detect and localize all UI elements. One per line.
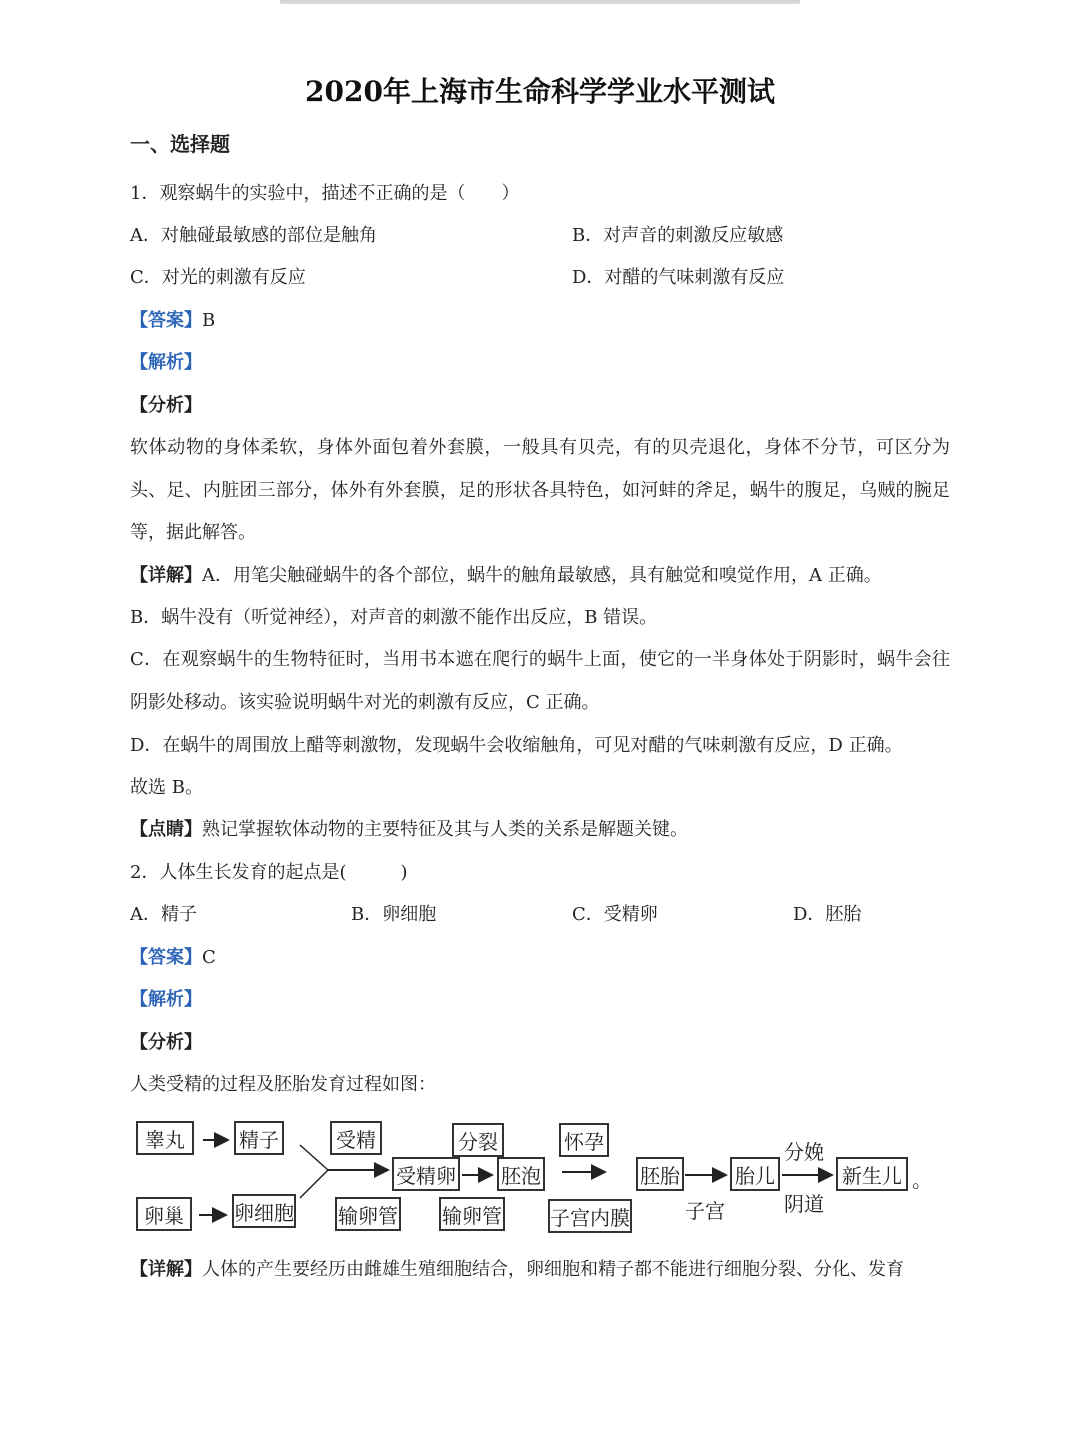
q2-fenxi-tag: 【分析】: [130, 1032, 202, 1053]
q1-option-b: B．对声音的刺激反应敏感: [572, 225, 784, 246]
q2-xiangjie: [130, 1258, 904, 1282]
label-uterus: 子宫: [685, 1199, 725, 1223]
q1-xiangjie-d: D．在蜗牛的周围放上醋等刺激物，发现蜗牛会收缩触角，可见对醋的气味刺激有反应，D 正确。: [130, 735, 903, 756]
page-title: 2020年上海市生命科学学业水平测试: [305, 75, 775, 108]
q2-diagram-intro: 人类受精的过程及胚胎发育过程如图：: [130, 1074, 436, 1095]
q1-fenxi-text: 软体动物的身体柔软，身体外面包着外套膜，一般具有贝壳，有的贝壳退化，身体不分节，可区分为头、足、内脏团三部分，体外有外套膜，足的形状各具特色，如河蚌的斧足，蜗牛的腹足，乌贼的腕足等，据此解答。: [130, 437, 950, 543]
q2-option-a: A．精子: [130, 904, 197, 925]
answer-tag: 【答案】: [130, 310, 202, 331]
box-pregnancy: 怀孕: [559, 1123, 609, 1157]
box-embryo: 胚胎: [636, 1157, 684, 1191]
box-egg: 卵细胞: [232, 1194, 296, 1228]
q1-conclusion: 故选 B。: [130, 777, 203, 798]
q1-option-d: D．对醋的气味刺激有反应: [572, 267, 785, 288]
q1-xiangjie-b: B．蜗牛没有（听觉神经），对声音的刺激不能作出反应，B 错误。: [130, 607, 658, 628]
q1-option-c: C．对光的刺激有反应: [130, 267, 306, 288]
box-division: 分裂: [452, 1123, 504, 1157]
box-blastocyst: 胚泡: [497, 1157, 545, 1191]
xiangjie-tag: 【详解】: [130, 1259, 202, 1280]
box-sperm: 精子: [234, 1121, 284, 1155]
box-oviduct-2: 输卵管: [439, 1197, 505, 1231]
box-oviduct-1: 输卵管: [335, 1197, 401, 1231]
merge-line-egg: [300, 1170, 328, 1198]
q2-option-d: D．胚胎: [793, 904, 862, 925]
q1-fenxi-tag: 【分析】: [130, 395, 202, 416]
box-fetus: 胎儿: [730, 1157, 780, 1191]
q2-jiexi-tag: 【解析】: [130, 989, 202, 1010]
q1-option-a: A．对触碰最敏感的部位是触角: [130, 225, 377, 246]
box-ovary: 卵巢: [136, 1197, 192, 1231]
label-birth: 分娩: [784, 1140, 824, 1164]
answer-value: C: [202, 947, 216, 968]
answer-tag: 【答案】: [130, 947, 202, 968]
box-newborn: 新生儿: [836, 1157, 908, 1191]
xiangjie-tag: 【详解】: [130, 565, 202, 586]
merge-line-sperm: [300, 1145, 328, 1170]
q2-stem: 2．人体生长发育的起点是( ): [130, 862, 408, 883]
xiangjie-text: 人体的产生要经历由雌雄生殖细胞结合，卵细胞和精子都不能进行细胞分裂、分化、发育: [202, 1259, 904, 1280]
dianjing-text: 熟记掌握软体动物的主要特征及其与人类的关系是解题关键。: [202, 819, 688, 840]
box-zygote: 受精卵: [392, 1157, 460, 1191]
diagram-period: 。: [912, 1168, 932, 1192]
q2-option-c: C．受精卵: [572, 904, 658, 925]
q1-xiangjie-c: C．在观察蜗牛的生物特征时，当用书本遮在爬行的蜗牛上面，使它的一半身体处于阴影时，蜗牛会往阴影处移动。该实验说明蜗牛对光的刺激有反应，C 正确。: [130, 649, 950, 713]
box-testis: 睾丸: [136, 1121, 194, 1155]
box-endometrium: 子宫内膜: [548, 1199, 632, 1233]
box-fertilization: 受精: [330, 1121, 382, 1155]
section-heading: 一、选择题: [130, 132, 230, 156]
q2-option-b: B．卵细胞: [351, 904, 437, 925]
label-vagina: 阴道: [784, 1192, 824, 1216]
q1-stem: 1．观察蜗牛的实验中，描述不正确的是（ ）: [130, 183, 520, 204]
xiangjie-a-text: A．用笔尖触碰蜗牛的各个部位，蜗牛的触角最敏感，具有触觉和嗅觉作用，A 正确。: [202, 565, 882, 586]
answer-value: B: [202, 310, 216, 331]
dianjing-tag: 【点睛】: [130, 819, 202, 840]
q1-jiexi-tag: 【解析】: [130, 352, 202, 373]
